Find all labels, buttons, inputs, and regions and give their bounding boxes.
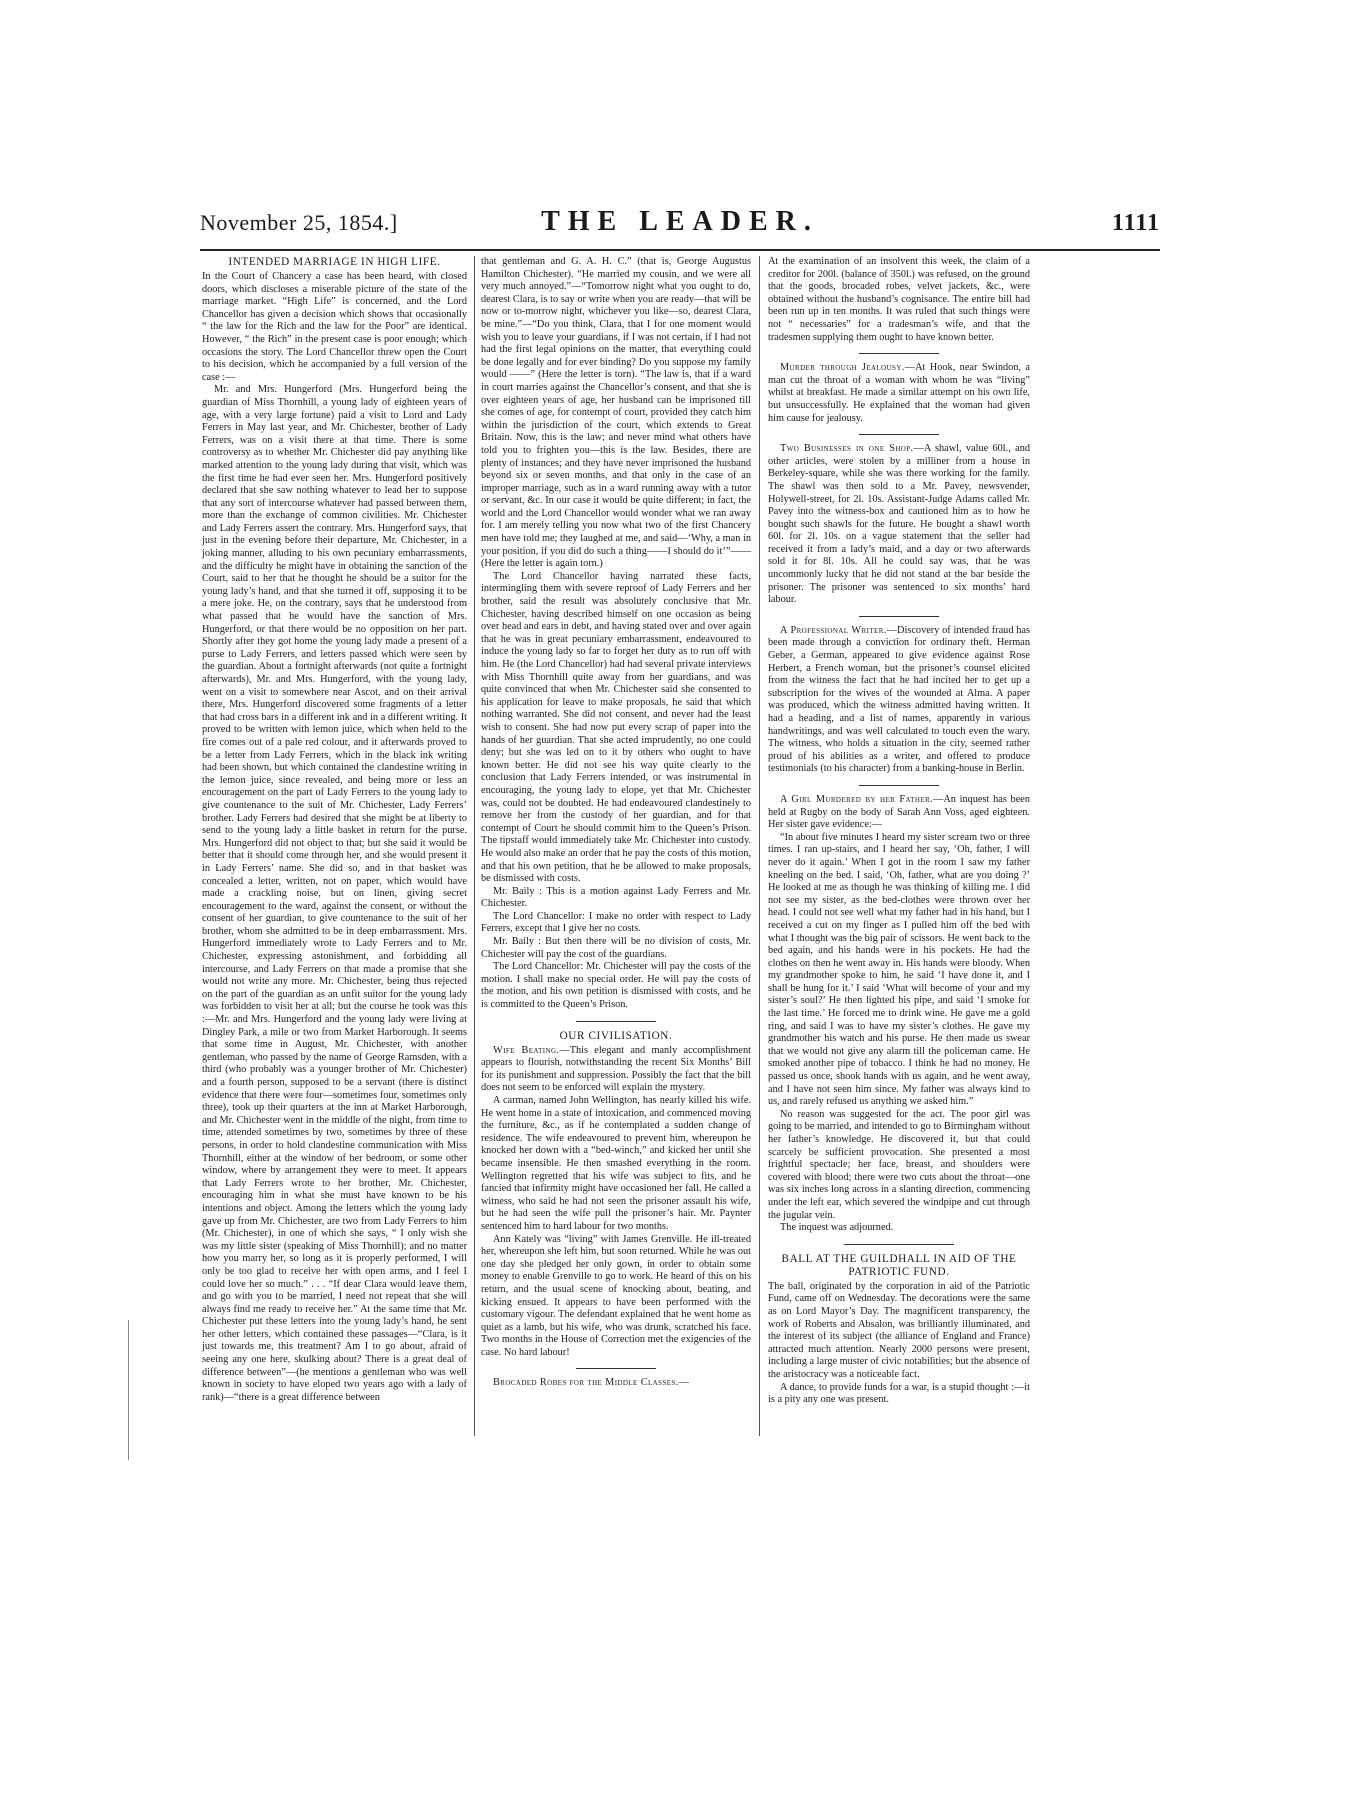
subhead-murder: Murder through Jealousy. — [780, 362, 905, 374]
column-divider — [474, 256, 475, 1436]
issue-date: November 25, 1854.] — [200, 210, 398, 235]
article-paragraph: The Lord Chancellor: Mr. Chichester will pay the costs of the motion. I shall make no special order. He will pay the costs of the motion, and his own petition is dismissed with costs, and he is committed to the Queen’s Prison. — [481, 961, 751, 1011]
column-3 — [768, 256, 1030, 1407]
article-heading-civilisation: OUR CIVILISATION. — [559, 1029, 673, 1042]
article-text: —This elegant and manly accomplishment appears to flourish, notwithstanding the recent Six Months’ Bill for its punishment and suppression. Possibly the fact that the bill does not seem to be enforced will explain the mystery. — [481, 1044, 751, 1094]
masthead — [200, 204, 1160, 244]
article-paragraph: A dance, to provide funds for a war, is a stupid thought :—it is a pity any one was present. — [768, 1381, 1030, 1406]
article-heading-ball: BALL AT THE GUILDHALL IN AID OF THE PATRIOTIC FUND. — [781, 1252, 1017, 1278]
section-separator — [859, 434, 939, 435]
section-separator — [844, 1244, 954, 1245]
subhead-professional-writer: A Professional Writer. — [780, 624, 887, 636]
article-paragraph: The Lord Chancellor having narrated these facts, intermingling them with severe reproof of Lady Ferrers and her brother, said the result was absolutely conclusive that Mr. Chichester, having described himself on one occasion as being over head and ears in debt, and having stated over and over again that he was in great pecuniary embarrassment, endeavoured to induce the young lady so far to forget her duty as to run off with him. He (the Lord Chancellor) had had several private interviews with Miss Thornhill quite away from her guardians, and was quite convinced that when Mr. Chichester said she consented to his application for leave to make proposals, he said that which nothing warranted. She did not consent, and never had the least wish to consent. She had now put every scrap of paper into the hands of her guardian. That she acted imprudently, no one could deny; but she was led on to it by others who ought to have known better. He did not see his way quite clearly to the conclusion that Lady Ferrers intended, or was instrumental in encouraging, the young lady to elope, yet that Mr. Chichester was, could not be doubted. He had endeavoured clandestinely to remove her from the custody of her guardian, and for that contempt of Court he should commit him to the Queen’s Prison. The tipstaff would immediately take Mr. Chichester into custody. He would also make an order that he pay the costs of this motion, and that his own petition, that he be allowed to make proposals, be dismissed with costs. — [481, 570, 751, 885]
article-paragraph: No reason was suggested for the act. The poor girl was going to be married, and intended to go to Birmingham without her father’s knowledge. He discovered it, but that could scarcely be sufficient provocation. She presented a most frightful spectacle; her face, breast, and shoulders were covered with blood; there were two cuts about the throat—one was six inches long across in a slanting direction, commencing under the left ear, which severed the windpipe and cut through the jugular vein. — [768, 1108, 1030, 1221]
article-paragraph: Ann Kately was “living” with James Grenville. He ill-treated her, whereupon she left him, but soon returned. While he was out one day she pledged her only gown, in order to obtain some money to enable Grenville to go to work. He heard of this on his return, and the usual scene of knocking about, beating, and kicking ensued. It appears to have been performed with the customary vigour. The defendant explained that he went home as quiet as a lamb, but his wife, who was drunk, scratched his face. Two months in the House of Correction met the exigencies of the case. No hard labour! — [481, 1233, 751, 1358]
article-paragraph: Mr. Baily : But then there will be no division of costs, Mr. Chichester will pay the cost of the guardians. — [481, 936, 751, 960]
section-separator — [859, 353, 939, 354]
article-text: —An inquest has been held at Rugby on the body of Sarah Ann Voss, aged eighteen. Her sister gave evidence:— — [768, 793, 1030, 831]
article-paragraph: The Lord Chancellor: I make no order with respect to Lady Ferrers, except that I give her no costs. — [481, 910, 751, 935]
subhead-girl-murdered: A Girl Murdered by her Father. — [780, 793, 934, 805]
masthead-rule — [200, 249, 1160, 251]
article-heading-marriage: INTENDED MARRIAGE IN HIGH LIFE. — [228, 256, 441, 268]
subhead-two-businesses: Two Businesses in one Shop. — [780, 443, 914, 455]
article-paragraph: Mr. and Mrs. Hungerford (Mrs. Hungerford being the guardian of Miss Thornhill, a young lady of eighteen years of age, with a very large fortune) paid a visit to Lord and Lady Ferrers in May last year, and Mr. Chichester, brother of Lady Ferrers, was on a visit there at that time. There is some controversy as to whether Mr. Chichester did pay anything like marked attention to the young lady during that visit, which was the first time he had ever seen her. Mrs. Hungerford positively declared that she saw nothing whatever to lead her to suppose that any sort of intercourse whatever had passed between them, more than the exchange of common civilities. Mr. Chichester and Lady Ferrers assert the contrary. Mrs. Hungerford says, that just in the evening before their departure, Mr. Chichester, in a joking manner, alluding to his own pecuniary embarrassments, and the difficulty he might have in obtaining the sanction of the Court, said to her that he thought he should be a suitor for the young lady’s hand, and that she turned it off, supposing it to be a mere joke. He, on the contrary, says that he understood from what passed that he would have the sanction of Mrs. Hungerford, or that there would be no opposition on her part. Shortly after they got home the young lady made a present of a purse to Lady Ferrers, and letters passed which were seen by the guardian. About a fortnight afterwards (not quite a fortnight afterwards), Mr. and Mrs. Hungerford, with the young lady, went on a visit to somewhere near Ascot, and on their arrival there, Mrs. Hungerford discovered some fragments of a letter that had cross bars in a different ink and in a different writing. It proved to be written with lemon juice, which when held to the fire comes out of a pale red colour, and it afterwards proved to be a letter from Lady Ferrers, which in the black ink writing had been shown, but which contained the clandestine writing in the lemon juice, since revealed, and being more or less an encouragement on the part of Lady Ferrers to the young lady to give countenance to the suit of Mr. Chichester, Lady Ferrers’ brother. Lady Ferrers had desired that she might be at liberty to send to the young lady a little basket in return for the purse. Mrs. Hungerford did not object to that; but she said it would be better that it should come through her, and she would present it in Lady Ferrers’ name. She did so, and in that basket was concealed a letter, written, not on paper, which would have made a crackling noise, but on linen, giving secret encouragement to the ward, against the consent, or without the consent of her guardian, to give countenance to the suit of her brother, whom she admitted to be in deep embarrassment. Mrs. Hungerford immediately wrote to Lady Ferrers and to Mr. Chichester, expressing astonishment, and forbidding all intercourse, and Lady Ferrers on that made a promise that she would not write any more. Mr. Chichester, being thus rejected on the part of the guardian as an unfit suitor for the young lady was forbidden to visit her at all; but the course he took was this :—Mr. and Mrs. Hungerford and the young lady were living at Dingley Park, a mile or two from Market Harborough. It seems that some time in August, Mr. Chichester, with another gentleman, who passed by the name of George Ramsden, with a third (who probably was a younger brother of Mr. Chichester) and a fourth person, supposed to be a servant (there is distinct evidence that there were four—sometimes four, sometimes only three), took up their quarters at the inn at Market Harborough, and Mr. Chichester went in the middle of the night, from time to time, attended sometimes by two, sometimes by three of these persons, in order to hold clandestine communication with Miss Thornhill, either at the window of her bedroom, or some other window, where by arrangement they were to meet. It appears that Lady Ferrers wrote to her brother, Mr. Chichester, encouraging him in what she must have known to be his intentions and object. Among the letters which the young lady gave up from Mr. Chichester, are two from Lady Ferrers to him (Mr. Chichester), in one of which she says, “ I only wish she was my little sister (speaking of Miss Thornhill); and no matter how you marry her, so long as it is properly performed, I will only be too glad to receive her with open arms, and I feel I could love her so much.” . . . “If dear Clara would leave them, and go with you to be married, I need not repeat that she will always find me ready to receive her.” At the same time that Mr. Chichester put these letters into the young lady’s hand, he sent her other letters, which contained these passages—“Clara, is it just towards me, this treatment? Am I to go about, afraid of seeing any one here, skulking about? There is a great deal of difference between”—(he mentions a gentleman who was well known in society to have eloped two years ago with a lady of rank)—“there is a great difference between — [202, 384, 467, 1403]
article-paragraph: The ball, originated by the corporation in aid of the Patriotic Fund, came off on Wednesday. The decorations were the same as on Lord Mayor’s Day. The magnificent transparency, the work of Roberts and Absalon, was brilliantly illuminated, and the interest of its subject (the alliance of England and France) attracted much attention. Nearly 2000 persons were present, including a large muster of civic notabilities; but the absence of the aristocracy was a noticeable fact. — [768, 1280, 1030, 1380]
subhead-brocaded-robes: Brocaded Robes for the Middle Classes.— — [493, 1377, 690, 1389]
column-divider — [759, 256, 760, 1436]
article-paragraph: In the Court of Chancery a case has been heard, with closed doors, which discloses a miserable picture of the state of the marriage market. “High Life” is concerned, and the Lord Chancellor has given a decision which shows that occasionally “ the law for the Rich and the law for the Poor” are identical. However, “ the Rich” in the present case is poor enough; which occasions the story. The Lord Chancellor threw open the Court to his decision, which he accompanied by a full version of the case :— — [202, 271, 467, 383]
page-number: 1111 — [1111, 210, 1160, 236]
article-paragraph: At the examination of an insolvent this week, the claim of a creditor for 200l. (balance of 350l.) was refused, on the ground that the goods, brocaded robes, velvet jackets, &c., were obtained without the husband’s cognisance. The entire bill had been run up in ten months. It was ruled that such things were not “ necessaries” for a tradesman’s wife, and that the tradesmen supplying them ought to have known better. — [768, 256, 1030, 343]
section-separator — [859, 785, 939, 786]
subhead-wife-beating: Wife Beating. — [493, 1044, 560, 1056]
column-1 — [202, 256, 467, 1404]
section-separator — [576, 1368, 656, 1369]
article-text: —Discovery of intended fraud has been made through a conviction for ordinary theft. Herman Geber, a German, appeared to give evidence against Rose Herbert, a French woman, but the prisoner’s counsel elicited from the witness the fact that he had incited her to get up a subscription for the wives of the wounded at Alma. A paper was produced, which the witness admitted having written. It had a heading, and a list of names, apparently in various handwritings, and was well calculated to touch even the wary. The witness, who holds a situation in the city, seemed rather proud of his abilities as a writer, and offered to produce testimonials (to his character) from a banking-house in Berlin. — [768, 624, 1030, 775]
margin-mark — [128, 1320, 129, 1460]
column-2 — [481, 256, 751, 1390]
article-paragraph: The inquest was adjourned. — [780, 1222, 894, 1234]
article-paragraph: that gentleman and G. A. H. C.” (that is, George Augustus Hamilton Chichester). “He married my cousin, and we were all very much annoyed.”—“Tomorrow night what you ought to do, dearest Clara, is to say or write when you are ready—that will be now or to-morrow night, whichever you like—so, dearest Clara, be mine.”—“Do you think, Clara, that I for one moment would wish you to leave your guardians, if I was not certain, if I had not had the first legal opinions on the matter, that everything could be done legally and for ever binding? Do you suppose my family would ——” (Here the letter is torn). “The law is, that if a ward in court marries against the Chancellor’s consent, and that she is over eighteen years of age, her husband can be imprisoned till she comes of age, for contempt of court, provided they catch him within the jurisdiction of the court, which extends to Great Britain. Now, this is the law; and never mind what others have told you to frighten you—this is the law. Besides, there are plenty of instances; and they have never imprisoned the husband beyond six or seven months, and that only in the case of an improper marriage, such as in a ward running away with a tutor or servant, &c. In our case it would be quite different; in fact, the world and the Lord Chancellor would wonder what we ran away for. I am merely telling you now what two of the first Chancery men have told me; they laughed at me, and said—‘Why, a man in your position, if you did do such a thing——I should do it’”——(Here the letter is again torn.) — [481, 256, 751, 570]
section-separator — [859, 616, 939, 617]
section-separator — [576, 1021, 656, 1022]
article-paragraph: A carman, named John Wellington, has nearly killed his wife. He went home in a state of intoxication, and commenced moving the furniture, &c., as if he contemplated a sudden change of residence. The wife endeavoured to prevent him, whereupon he knocked her down with a “bed-winch,” and kicked her until she became insensible. He then smashed everything in the room. Wellington regretted that his wife was subject to fits, and he fancied that infirmity might have occasioned her fall. He called a witness, who said he had not seen the prisoner assault his wife, but he had seen the wife pull the prisoner’s hair. Mr. Paynter sentenced him to hard labour for two months. — [481, 1095, 751, 1232]
publication-title: THE LEADER. — [541, 206, 819, 237]
testimony-quote: “In about five minutes I heard my sister scream two or three times. I ran up-stairs, and I heard her say, ‘Oh, father, I will never do it again.’ When I got in the room I saw my father kneeling on the bed. I said, ‘Oh, father, what are you doing ?’ He looked at me as though he was thinking of killing me. I did not see my sister, as the bed-clothes were thrown over her head. I could not see well what my father had in his hand, but I received a cut on my finger as I pulled him off the bed with what I thought was the big pair of scissors. He went back to the bed again, and his hands were in his pockets. He had the clothes on then he went away in. His hands were bloody. When my grandmother spoke to him, he said ‘I have done it, and I shall be hung for it.’ I said ‘What will become of your and my sister’s soul?’ He then lighted his pipe, and said ‘I smoke for the last time.’ He forced me to drink wine. He gave me a gold ring, and said I was to have my sister’s clothes. He gave my grandmother his watch and his purse. He then made us swear that we would not give any alarm till the policeman came. He smoked another pipe of tobacco. I think he had no money. He passed us once, shook hands with us again, and he went away, and I have not seen him since. My father was always kind to us, and rarely refused us anything we asked him.” — [768, 831, 1030, 1108]
article-paragraph: Mr. Baily : This is a motion against Lady Ferrers and Mr. Chichester. — [481, 885, 751, 910]
article-text: —At Hook, near Swindon, a man cut the throat of a woman with whom he was “living” whilst at breakfast. He made a similar attempt on his own life, but unsuccessfully. He explained that the woman had given him cause for jealousy. — [768, 362, 1030, 424]
article-text: —A shawl, value 60l., and other articles, were stolen by a milliner from a house in Berkeley-square, while she was there working for the family. The shawl was then sold to a Mr. Pavey, newsvender, Holywell-street, for 2l. 10s. Assistant-Judge Adams called Mr. Pavey into the witness-box and cautioned him as to how he bought such shawls for the future. He bought a shawl worth 60l. for 2l. 10s. on a vague statement that the seller had received it from a lady’s maid, and a day or two afterwards sold it for 8l. 10s. All he could say was, that he was uncommonly lucky that he did not stand at the bar beside the prisoner. The prisoner was sentenced to six months’ hard labour. — [768, 443, 1030, 606]
